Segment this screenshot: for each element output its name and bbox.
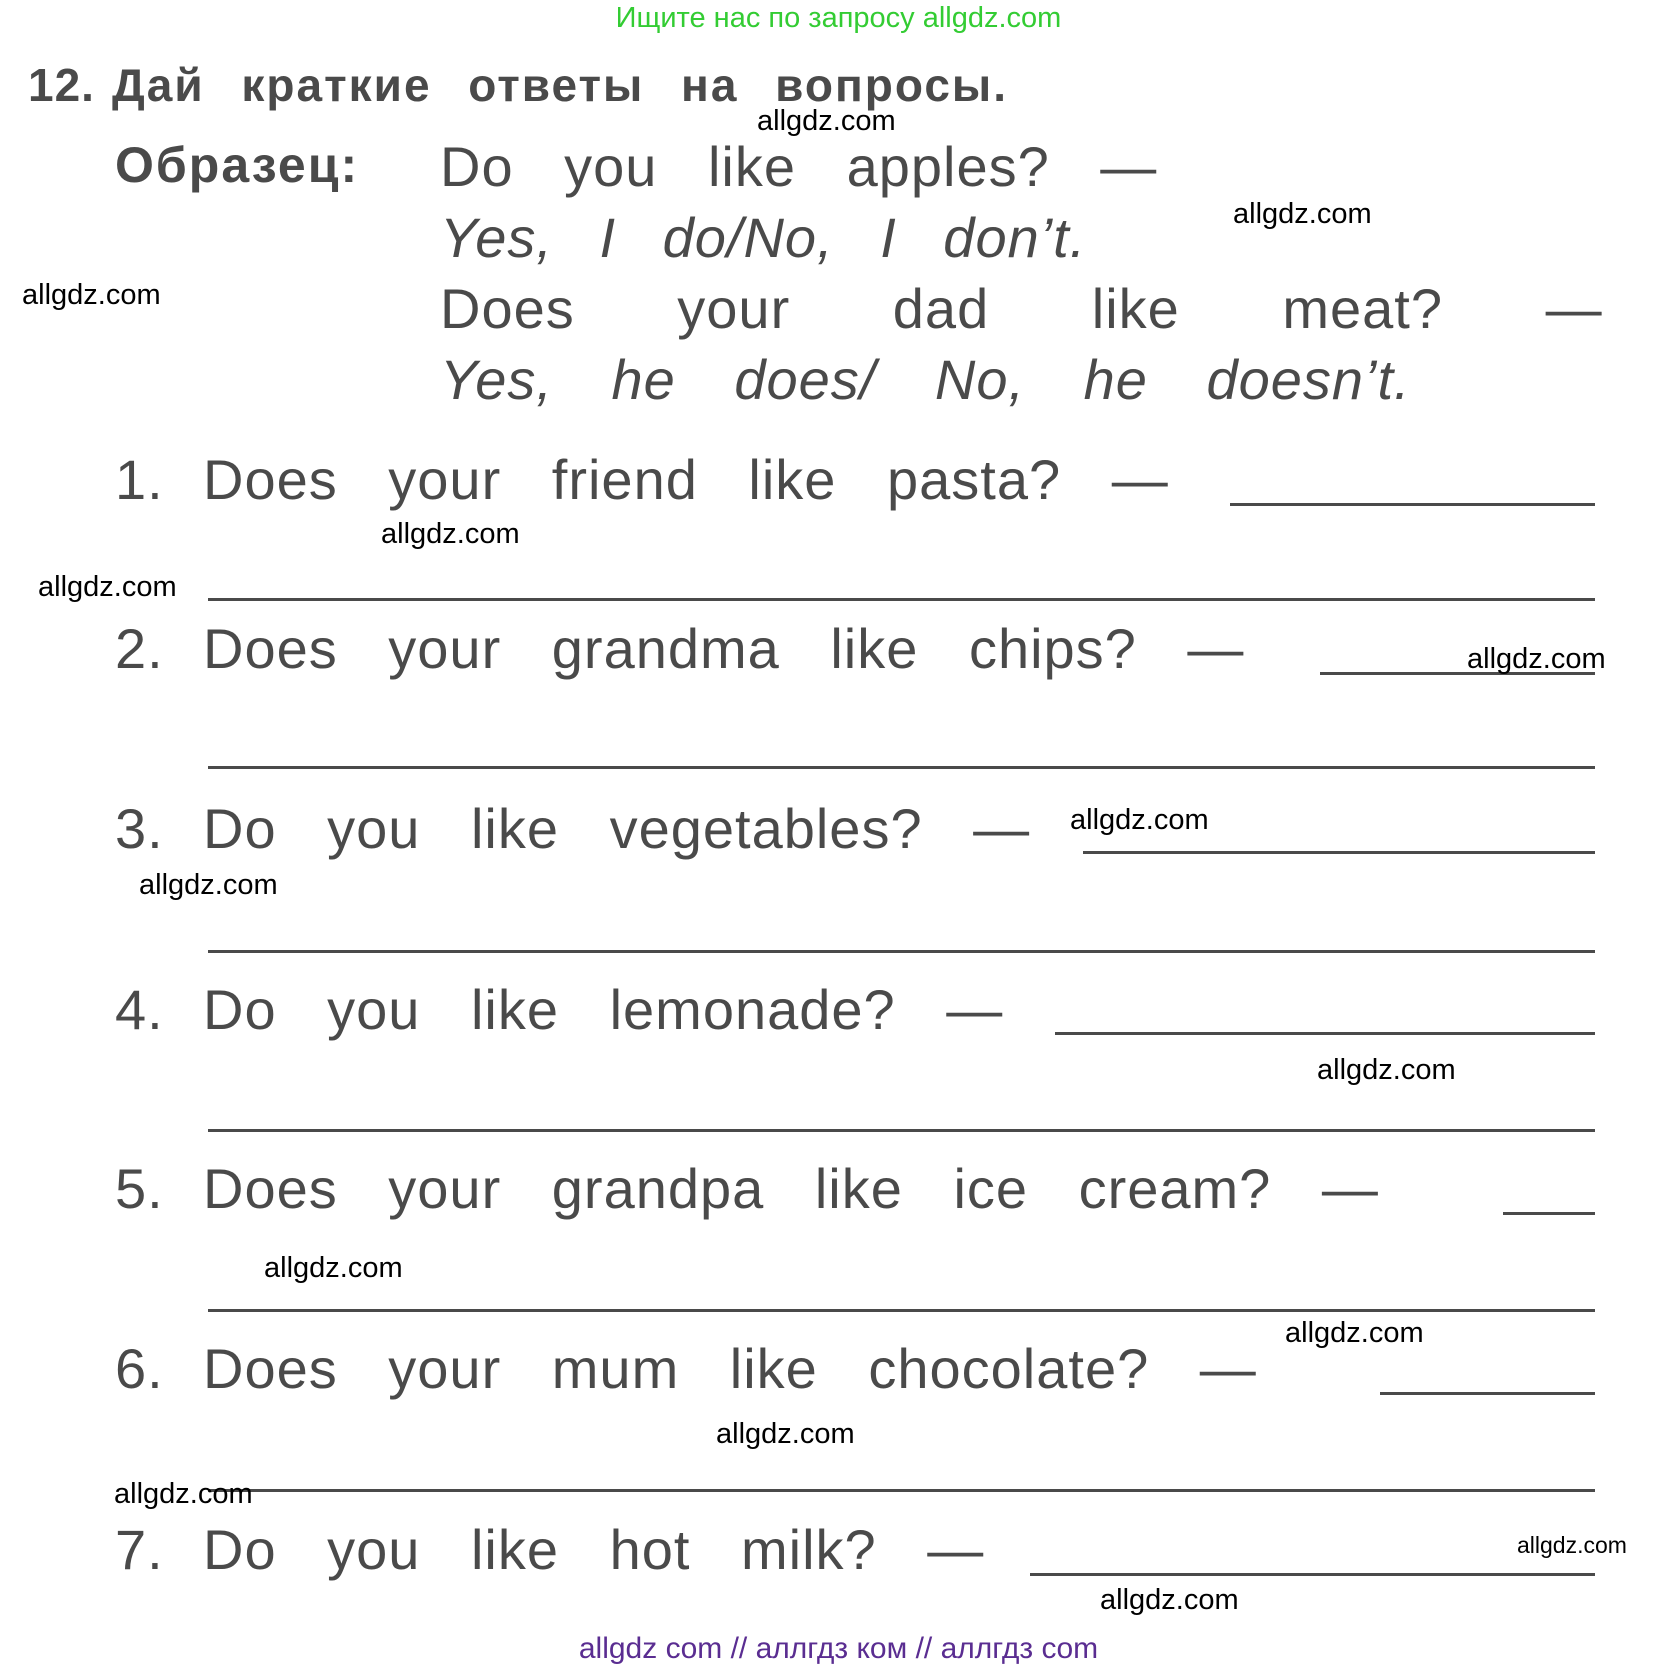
- answer-line[interactable]: [208, 950, 1595, 953]
- question-number: 6.: [115, 1337, 164, 1400]
- task-title: Дай краткие ответы на вопросы.: [112, 59, 1008, 111]
- sample-answer-1: Yes, I do/No, I don’t.: [440, 206, 1087, 269]
- watermark: allgdz.com: [1517, 1532, 1627, 1558]
- question-number: 7.: [115, 1518, 164, 1581]
- watermark: allgdz.com: [716, 1418, 855, 1450]
- sample-question-1: Do you like apples? —: [440, 135, 1158, 198]
- question-text: Does your grandma like chips? —: [203, 617, 1245, 680]
- answer-line[interactable]: [1055, 1032, 1595, 1035]
- question-number: 4.: [115, 978, 164, 1041]
- watermark: allgdz.com: [1100, 1584, 1239, 1616]
- answer-line[interactable]: [1083, 851, 1595, 854]
- watermark: allgdz.com: [114, 1478, 253, 1510]
- sample-answer-2: Yes, he does/ No, he doesn’t.: [440, 348, 1411, 411]
- answer-line[interactable]: [208, 1489, 1595, 1492]
- task-number: 12.: [28, 59, 95, 111]
- question-number: 5.: [115, 1157, 164, 1220]
- question-text: Do you like hot milk? —: [203, 1518, 985, 1581]
- watermark: allgdz.com: [1070, 804, 1209, 836]
- watermark: allgdz.com: [1233, 198, 1372, 230]
- answer-line[interactable]: [208, 766, 1595, 769]
- watermark: allgdz.com: [757, 105, 896, 137]
- question-6: [115, 1336, 1257, 1401]
- watermark: allgdz.com: [381, 518, 520, 550]
- question-2: [115, 616, 1244, 681]
- watermark: allgdz.com: [1317, 1054, 1456, 1086]
- question-number: 2.: [115, 617, 164, 680]
- question-number: 1.: [115, 448, 164, 511]
- footer-watermark: allgdz com // аллгдз ком // аллгдз com: [578, 1632, 1099, 1665]
- answer-line[interactable]: [1030, 1573, 1595, 1576]
- answer-line[interactable]: [208, 598, 1595, 601]
- question-text: Does your friend like pasta? —: [203, 448, 1169, 511]
- question-1: [115, 447, 1169, 512]
- question-4: [115, 977, 1003, 1042]
- watermark: allgdz.com: [38, 571, 177, 603]
- watermark: allgdz.com: [264, 1252, 403, 1284]
- question-7: [115, 1517, 984, 1582]
- sample-label: Образец:: [115, 137, 360, 193]
- question-text: Does your grandpa like ice cream? —: [203, 1157, 1379, 1220]
- answer-line[interactable]: [1230, 503, 1595, 506]
- answer-line[interactable]: [1503, 1212, 1595, 1215]
- answer-line[interactable]: [208, 1129, 1595, 1132]
- watermark: allgdz.com: [1467, 643, 1606, 675]
- watermark: allgdz.com: [1285, 1317, 1424, 1349]
- question-3: [115, 796, 1030, 861]
- watermark: allgdz.com: [139, 869, 278, 901]
- top-banner: Ищите нас по запросу allgdz.com: [615, 2, 1062, 34]
- sample-question-2: Does your dad like meat? —: [440, 277, 1603, 340]
- watermark: allgdz.com: [22, 279, 161, 311]
- answer-line[interactable]: [1380, 1392, 1595, 1395]
- question-text: Does your mum like chocolate? —: [203, 1337, 1257, 1400]
- question-text: Do you like lemonade? —: [203, 978, 1004, 1041]
- question-number: 3.: [115, 797, 164, 860]
- answer-line[interactable]: [208, 1309, 1595, 1312]
- question-5: [115, 1156, 1379, 1221]
- question-text: Do you like vegetables? —: [203, 797, 1031, 860]
